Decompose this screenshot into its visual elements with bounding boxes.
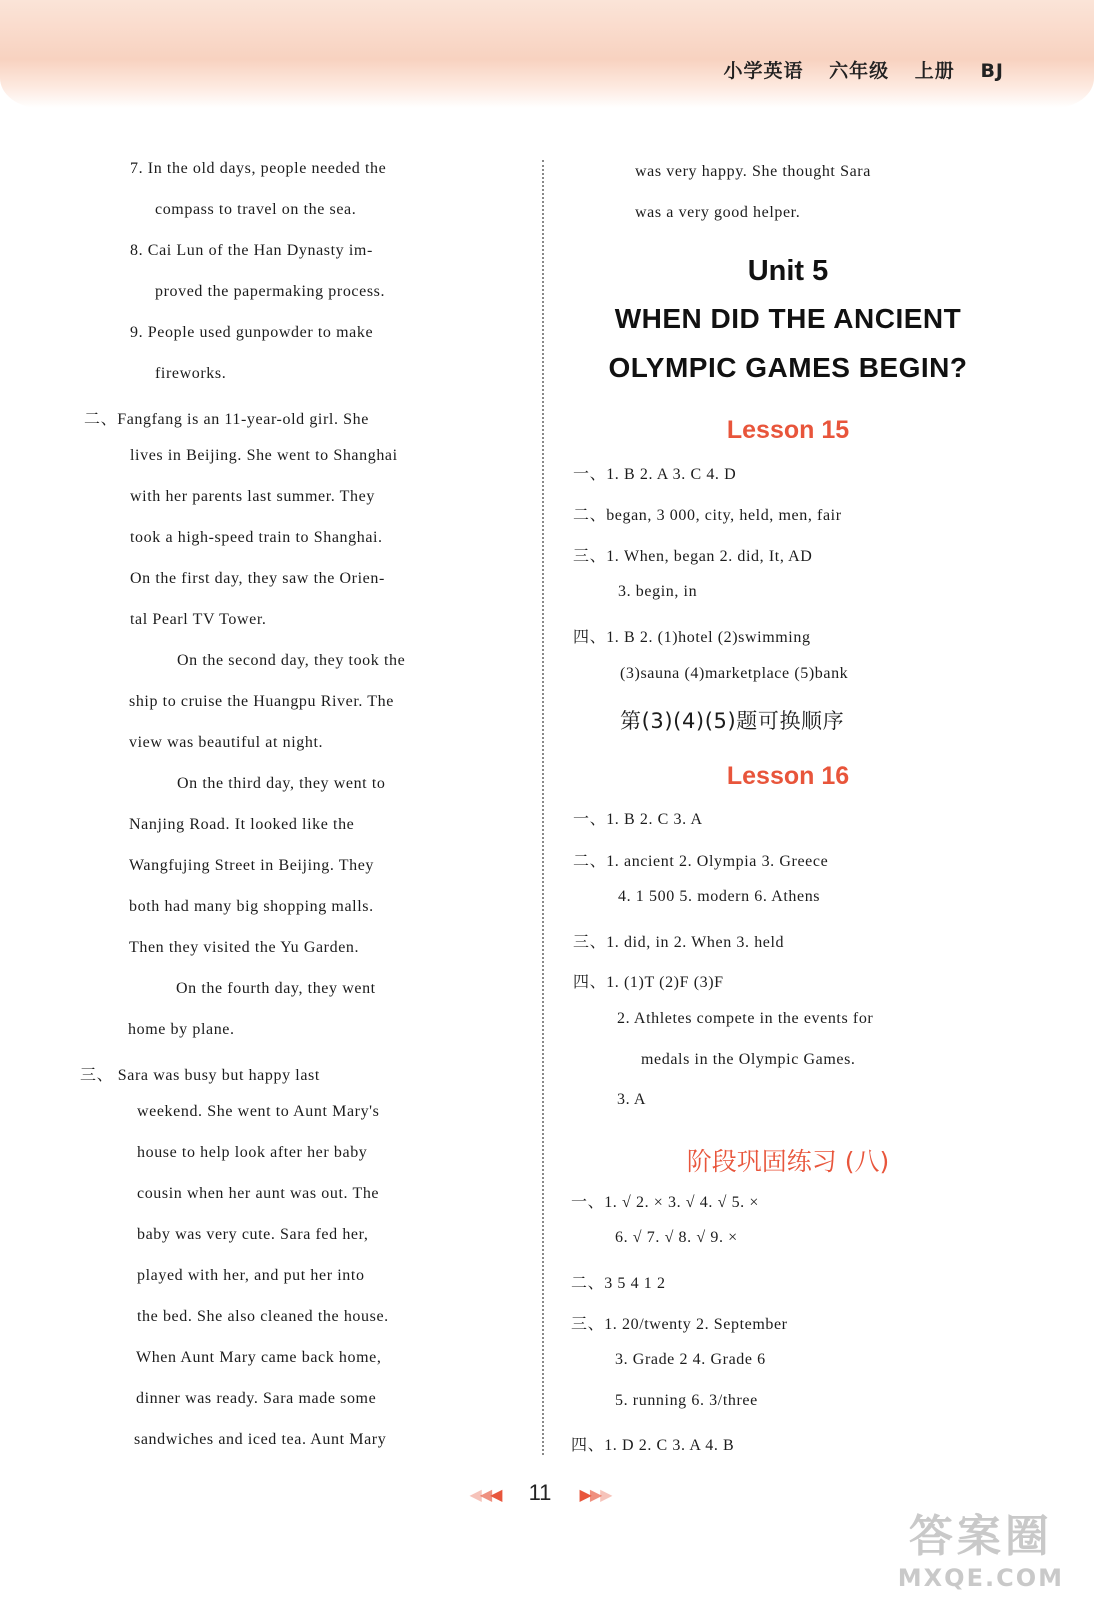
header-subject: 小学英语 bbox=[723, 60, 804, 82]
text-line: 二、Fangfang is an 11-year-old girl. She bbox=[84, 411, 369, 428]
text-line: Then they visited the Yu Garden. bbox=[129, 939, 360, 956]
answer-line: 三、1. 20/twenty 2. September bbox=[571, 1316, 788, 1333]
watermark bbox=[898, 1500, 1064, 1592]
answer-line: medals in the Olympic Games. bbox=[641, 1051, 856, 1068]
text-line: 三、 Sara was busy but happy last bbox=[80, 1067, 320, 1084]
arrow-right-icon: ▶ bbox=[600, 1487, 611, 1504]
text-line: When Aunt Mary came back home, bbox=[136, 1349, 382, 1366]
header-grade: 六年级 bbox=[829, 60, 890, 82]
answer-line: 6. √ 7. √ 8. √ 9. × bbox=[615, 1229, 738, 1246]
arrow-right-icon: ▶ bbox=[589, 1487, 601, 1504]
text-line: Wangfujing Street in Beijing. They bbox=[129, 857, 375, 874]
watermark-logo-text: 答案圈 bbox=[908, 1511, 1053, 1562]
answer-line: 5. running 6. 3/three bbox=[615, 1392, 758, 1409]
answer-line: 二、3 5 4 1 2 bbox=[571, 1275, 666, 1292]
answer-line: 四、1. B 2. (1)hotel (2)swimming bbox=[573, 629, 811, 646]
answer-line: 一、1. B 2. C 3. A bbox=[573, 811, 703, 828]
text-line: sandwiches and iced tea. Aunt Mary bbox=[134, 1431, 387, 1448]
text-line: proved the papermaking process. bbox=[155, 283, 386, 300]
text-line: 9. People used gunpowder to make bbox=[130, 324, 374, 341]
header-volume: 上册 bbox=[914, 60, 955, 82]
text-line: the bed. She also cleaned the house. bbox=[137, 1308, 389, 1325]
answer-line: 四、1. D 2. C 3. A 4. B bbox=[571, 1437, 735, 1454]
text-line: ship to cruise the Huangpu River. The bbox=[129, 693, 394, 710]
text-line: was very happy. She thought Sara bbox=[635, 163, 871, 180]
answer-line: 二、1. ancient 2. Olympia 3. Greece bbox=[573, 853, 829, 870]
text-line: house to help look after her baby bbox=[137, 1144, 368, 1161]
page-footer bbox=[440, 1480, 640, 1506]
arrow-left-icon: ◀ bbox=[479, 1487, 491, 1504]
text-line: tal Pearl TV Tower. bbox=[130, 611, 267, 628]
text-line: fireworks. bbox=[155, 365, 227, 382]
text-line: On the first day, they saw the Orien- bbox=[130, 570, 385, 587]
answer-line: 四、1. (1)T (2)F (3)F bbox=[573, 974, 724, 991]
answer-line: 2. Athletes compete in the events for bbox=[617, 1010, 874, 1027]
answer-line: 一、1. √ 2. × 3. √ 4. √ 5. × bbox=[571, 1194, 759, 1211]
header-band bbox=[0, 0, 1094, 108]
header-edition: BJ bbox=[980, 60, 1004, 82]
answer-line: 3. A bbox=[617, 1091, 647, 1108]
lesson-16-title: Lesson 16 bbox=[726, 762, 850, 790]
unit-title: Unit 5 bbox=[747, 255, 829, 287]
unit-subtitle-2: OLYMPIC GAMES BEGIN? bbox=[608, 352, 968, 383]
arrow-right-icon: ▶ bbox=[579, 1487, 590, 1504]
text-line: view was beautiful at night. bbox=[129, 734, 324, 751]
arrow-left-icon: ◀ bbox=[490, 1487, 501, 1504]
text-line: was a very good helper. bbox=[635, 204, 801, 221]
text-line: lives in Beijing. She went to Shanghai bbox=[130, 447, 398, 464]
page-header bbox=[706, 56, 1004, 83]
text-line: 8. Cai Lun of the Han Dynasty im- bbox=[130, 242, 373, 259]
text-line: baby was very cute. Sara fed her, bbox=[137, 1226, 369, 1243]
page-number: 11 bbox=[528, 1480, 552, 1505]
text-line: weekend. She went to Aunt Mary's bbox=[137, 1103, 380, 1120]
answer-line: 3. Grade 2 4. Grade 6 bbox=[615, 1351, 766, 1368]
text-line: On the second day, they took the bbox=[177, 652, 406, 669]
text-line: played with her, and put her into bbox=[137, 1267, 365, 1284]
arrow-left-icon: ◀ bbox=[469, 1487, 480, 1504]
answer-line: 3. begin, in bbox=[618, 583, 698, 600]
stage-practice-title: 阶段巩固练习 (八) bbox=[686, 1147, 890, 1176]
text-line: compass to travel on the sea. bbox=[155, 201, 357, 218]
text-line: Nanjing Road. It looked like the bbox=[129, 816, 355, 833]
answer-line: 二、began, 3 000, city, held, men, fair bbox=[573, 507, 842, 524]
answer-line: 一、1. B 2. A 3. C 4. D bbox=[573, 466, 737, 483]
answer-line: 4. 1 500 5. modern 6. Athens bbox=[618, 888, 821, 905]
answer-line: 三、1. When, began 2. did, It, AD bbox=[573, 548, 813, 565]
watermark-url: MXQE.COM bbox=[897, 1564, 1064, 1592]
answer-line: 三、1. did, in 2. When 3. held bbox=[573, 934, 785, 951]
text-line: took a high-speed train to Shanghai. bbox=[130, 529, 383, 546]
lesson-15-title: Lesson 15 bbox=[726, 416, 850, 444]
text-line: cousin when her aunt was out. The bbox=[137, 1185, 380, 1202]
text-line: On the third day, they went to bbox=[177, 775, 386, 792]
column-divider bbox=[542, 160, 544, 1455]
text-line: both had many big shopping malls. bbox=[129, 898, 374, 915]
text-line: dinner was ready. Sara made some bbox=[136, 1390, 377, 1407]
text-line: 7. In the old days, people needed the bbox=[130, 160, 387, 177]
text-line: with her parents last summer. They bbox=[130, 488, 375, 505]
answer-note: 第(3)(4)(5)题可换顺序 bbox=[620, 709, 845, 733]
unit-subtitle-1: WHEN DID THE ANCIENT bbox=[614, 303, 962, 334]
text-line: On the fourth day, they went bbox=[176, 980, 376, 997]
answer-line: (3)sauna (4)marketplace (5)bank bbox=[620, 665, 849, 682]
text-line: home by plane. bbox=[128, 1021, 235, 1038]
